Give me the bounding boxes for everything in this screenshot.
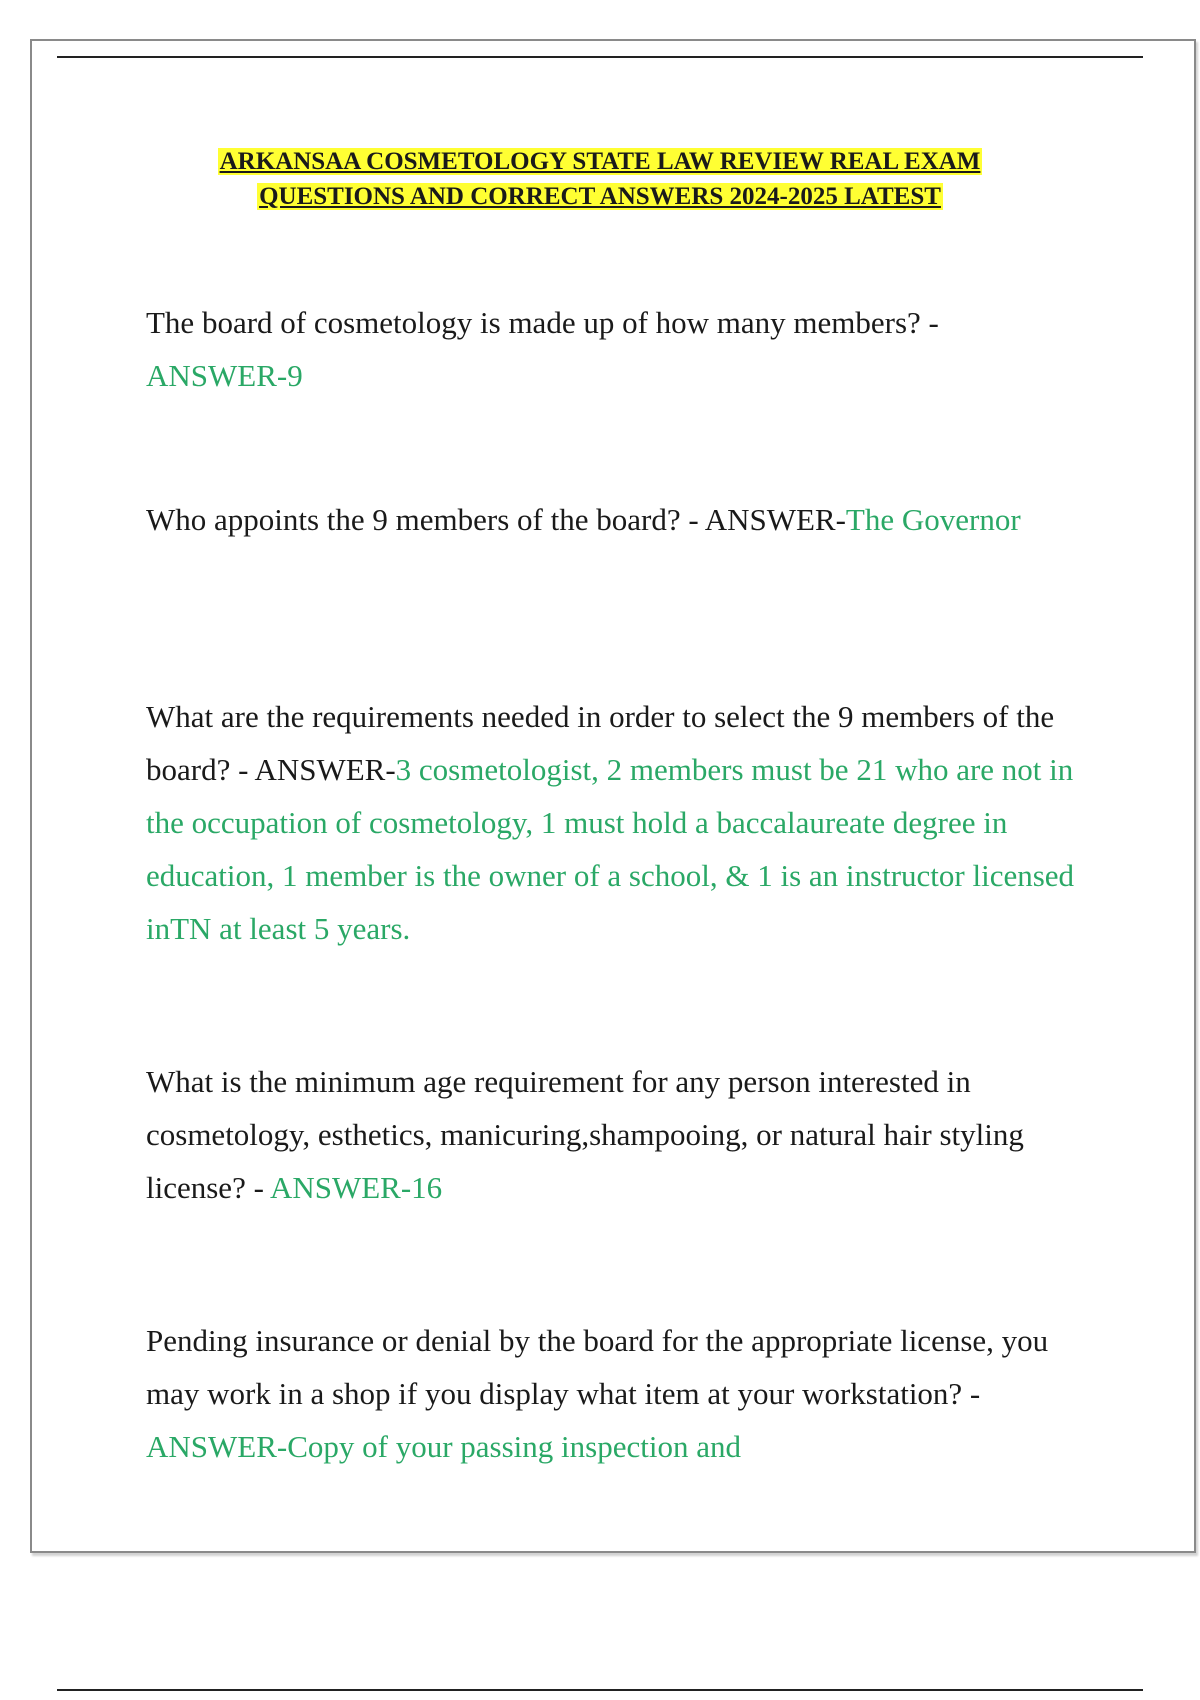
next-page-rule — [57, 1689, 1143, 1691]
qa-item-2 — [146, 493, 1086, 546]
qa-item-3 — [146, 690, 1086, 955]
title-line-2: QUESTIONS AND CORRECT ANSWERS 2024-2025 LATEST — [259, 183, 941, 210]
document-title — [60, 144, 1140, 214]
qa-item-1 — [146, 296, 1086, 402]
answer-text: ANSWER-16 — [269, 1170, 443, 1205]
question-text: What are the requirements needed in order to select the 9 members of the board? - ANSWER- — [146, 699, 1055, 787]
answer-text: ANSWER-Copy of your passing inspection and — [146, 1429, 741, 1464]
question-text: What is the minimum age requirement for any person interested in cosmetology, esthetics, manicuring,shampooing, or natural hair styling license? - — [146, 1064, 1024, 1205]
question-text: The board of cosmetology is made up of how many members? - — [146, 305, 939, 340]
answer-text: ANSWER-9 — [146, 358, 303, 393]
qa-item-4 — [146, 1055, 1086, 1214]
title-line-1: ARKANSAA COSMETOLOGY STATE LAW REVIEW REAL EXAM — [219, 148, 981, 175]
question-text: Pending insurance or denial by the board for the appropriate license, you may work in a shop if you display what item at your workstation? - — [146, 1323, 1049, 1411]
answer-text: 3 cosmetologist, 2 members must be 21 who are not in the occupation of cosmetology, 1 must hold a baccalaureate degree in education, 1 member is the owner of a school, & 1 is an instructor licensed inTN at least 5 years. — [146, 752, 1075, 946]
answer-text: The Governor — [845, 502, 1021, 537]
question-text: Who appoints the 9 members of the board? - ANSWER- — [146, 502, 846, 537]
qa-item-5 — [146, 1314, 1086, 1473]
header-rule — [57, 56, 1143, 58]
